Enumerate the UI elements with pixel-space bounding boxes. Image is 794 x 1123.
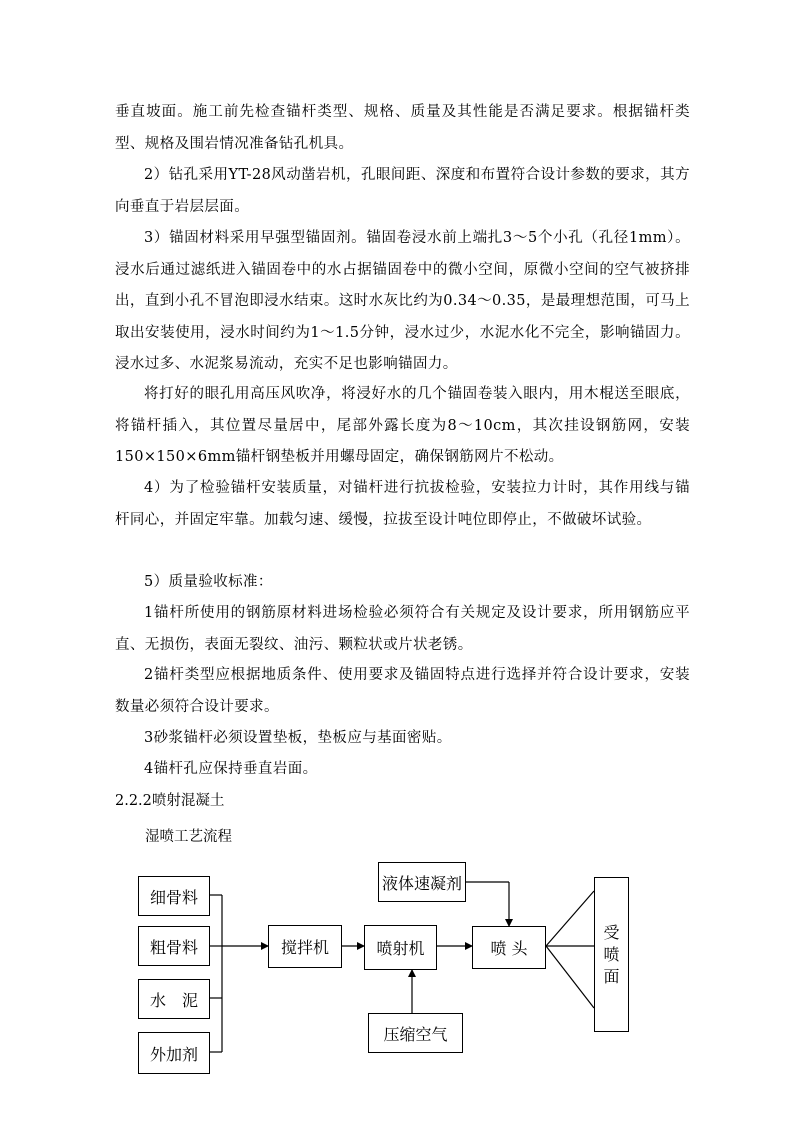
paragraph-4: 将打好的眼孔用高压风吹净，将浸好水的几个锚固卷装入眼内，用木棍送至眼底，将锚杆插入，其位置尽量居中，尾部外露长度为8～10cm，其次挂设钢筋网，安装150×150×6mm锚杆钢垫板并用螺母固定，确保钢筋网片不松动。 bbox=[115, 386, 690, 465]
spray-surface-char-2: 喷 bbox=[603, 944, 620, 964]
box-fine-aggregate: 细骨料 bbox=[138, 876, 210, 916]
paragraph-9: 3砂浆锚杆必须设置垫板，垫板应与基面密贴。 bbox=[144, 730, 452, 746]
paragraph-5: 4）为了检验锚杆安装质量，对锚杆进行抗拔检验，安装拉力计时，其作用线与锚杆同心，并固定牢靠。加载匀速、缓慢，拉拔至设计吨位即停止，不做破坏试验。 bbox=[115, 480, 690, 528]
paragraph-10: 4锚杆孔应保持垂直岩面。 bbox=[144, 761, 318, 777]
box-spray-surface bbox=[594, 877, 629, 1032]
paragraph-1: 垂直坡面。施工前先检查锚杆类型、规格、质量及其性能是否满足要求。根据锚杆类型、规格及围岩情况准备钻孔机具。 bbox=[115, 104, 690, 152]
box-sprayer: 喷射机 bbox=[364, 925, 437, 970]
paragraph-2: 2）钻孔采用YT-28风动凿岩机，孔眼间距、深度和布置符合设计参数的要求，其方向垂直于岩层层面。 bbox=[115, 167, 690, 215]
subheading: 湿喷工艺流程 bbox=[145, 829, 232, 845]
spray-surface-char-3: 面 bbox=[603, 966, 620, 986]
paragraph-6: 5）质量验收标准： bbox=[144, 574, 273, 590]
box-liquid-accelerator: 液体速凝剂 bbox=[378, 862, 466, 902]
section-heading: 2.2.2喷射混凝土 bbox=[115, 793, 225, 809]
box-mixer: 搅拌机 bbox=[268, 925, 342, 968]
paragraph-7: 1锚杆所使用的钢筋原材料进场检验必须符合有关规定及设计要求，所用钢筋应平直、无损伤，表面无裂纹、油污、颗粒状或片状老锈。 bbox=[115, 605, 690, 653]
spray-line-top bbox=[546, 891, 594, 946]
spray-line-bottom bbox=[546, 946, 594, 1008]
box-compressed-air: 压缩空气 bbox=[368, 1013, 463, 1053]
spray-surface-char-1: 受 bbox=[603, 922, 620, 942]
paragraph-8: 2锚杆类型应根据地质条件、使用要求及锚固特点进行选择并符合设计要求，安装数量必须符合设计要求。 bbox=[115, 667, 690, 715]
paragraph-3: 3）锚固材料采用早强型锚固剂。锚固卷浸水前上端扎3～5个小孔（孔径1mm）。浸水后通过滤纸进入锚固卷中的水占据锚固卷中的微小空间，原微小空间的空气被挤排出，直到小孔不冒泡即浸水结束。这时水灰比约为0.34～0.35，是最理想范围，可马上取出安装使用，浸水时间约为1～1.5分钟，浸水过少，水泥水化不完全，影响锚固力。浸水过多、水泥浆易流动，充实不足也影响锚固力。 bbox=[115, 230, 690, 372]
box-nozzle: 喷 头 bbox=[472, 926, 546, 969]
box-cement: 水 泥 bbox=[138, 979, 210, 1019]
box-coarse-aggregate: 粗骨料 bbox=[138, 926, 210, 966]
box-admixture: 外加剂 bbox=[138, 1032, 210, 1074]
